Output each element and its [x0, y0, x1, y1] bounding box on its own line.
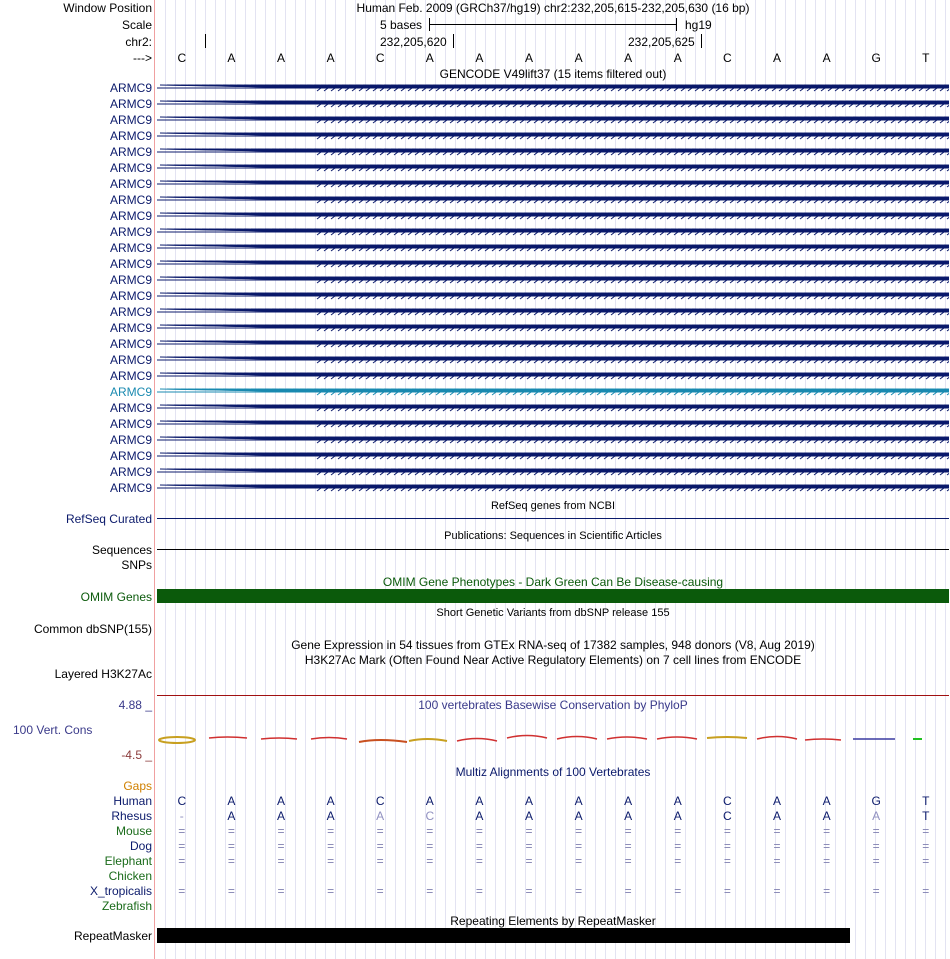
aligned-base: C [723, 794, 732, 808]
aligned-base: = [575, 839, 583, 853]
alignment-row [0, 794, 950, 808]
refseq-gene-line[interactable] [157, 518, 949, 519]
coord-left: 232,205,620 [380, 35, 447, 49]
gencode-transcript[interactable] [157, 130, 949, 142]
ref-base: A [772, 51, 782, 65]
aligned-base: = [475, 824, 483, 838]
ref-base: A [326, 51, 335, 65]
coord-tick [205, 34, 206, 48]
gencode-item-label[interactable]: ARMC9 [109, 113, 152, 127]
aligned-base: = [922, 824, 930, 838]
alignment-row [0, 899, 950, 913]
phylop-label[interactable]: 100 Vert. Cons [13, 723, 93, 737]
aligned-base: A [524, 794, 534, 808]
aligned-base: = [327, 839, 335, 853]
ref-base: A [624, 51, 633, 65]
repeatmasker-label[interactable]: RepeatMasker [73, 929, 152, 943]
dbsnp-label[interactable]: Common dbSNP(155) [33, 622, 152, 636]
aligned-base: = [773, 839, 781, 853]
aligned-base: = [575, 824, 583, 838]
gencode-item-label[interactable]: ARMC9 [109, 161, 152, 175]
gencode-transcript[interactable] [157, 386, 949, 398]
aligned-base: A [624, 809, 633, 823]
ref-base: A [673, 51, 682, 65]
aligned-base: = [475, 884, 483, 898]
gencode-transcript[interactable] [157, 114, 949, 126]
aligned-base: A [227, 794, 236, 808]
gencode-item-label[interactable]: ARMC9 [109, 465, 152, 479]
gencode-item-label[interactable]: ARMC9 [109, 97, 152, 111]
ref-base: A [524, 51, 534, 65]
ref-base: C [177, 51, 187, 65]
gencode-item-label[interactable]: ARMC9 [109, 449, 152, 463]
aligned-base: A [822, 794, 831, 808]
aligned-base: = [327, 824, 335, 838]
gencode-item-label[interactable]: ARMC9 [109, 81, 152, 95]
h3k27ac-title[interactable]: H3K27Ac Mark (Often Found Near Active Regulatory Elements) on 7 cell lines from ENCODE [304, 653, 802, 667]
gencode-transcript[interactable] [157, 466, 949, 478]
gencode-transcript[interactable] [157, 434, 949, 446]
aligned-base: = [872, 854, 880, 868]
gencode-transcript[interactable] [157, 194, 949, 206]
aligned-base: A [276, 794, 286, 808]
aligned-base: A [475, 794, 484, 808]
species-label[interactable]: X_tropicalis [89, 884, 152, 898]
aligned-base: = [525, 884, 533, 898]
gencode-item-label[interactable]: ARMC9 [109, 433, 152, 447]
alignment-row [0, 854, 950, 868]
dbsnp-title[interactable]: Short Genetic Variants from dbSNP release 155 [436, 607, 670, 619]
gencode-transcript[interactable] [157, 338, 949, 350]
aligned-base: = [922, 884, 930, 898]
aligned-base: = [525, 854, 533, 868]
aligned-base: = [227, 854, 235, 868]
aligned-base: = [823, 854, 831, 868]
aligned-base: A [524, 809, 534, 823]
aligned-base: C [177, 794, 187, 808]
species-label[interactable]: Zebrafish [101, 899, 152, 913]
aligned-base: A [673, 809, 682, 823]
species-label[interactable]: Chicken [108, 869, 152, 883]
aligned-base: = [178, 839, 186, 853]
aligned-base: = [525, 824, 533, 838]
alignment-row [0, 839, 950, 853]
aligned-base: = [922, 839, 930, 853]
aligned-base: = [674, 839, 682, 853]
aligned-base: = [823, 839, 831, 853]
phylop-max: 4.88 _ [118, 698, 152, 712]
reference-bases [0, 51, 950, 65]
omim-title[interactable]: OMIM Gene Phenotypes - Dark Green Can Be Disease-causing [382, 575, 724, 589]
alignment-row [0, 884, 950, 898]
gencode-transcript[interactable] [157, 306, 949, 318]
gencode-item-label[interactable]: ARMC9 [109, 289, 152, 303]
ref-base: A [822, 51, 831, 65]
multiz-title[interactable]: Multiz Alignments of 100 Vertebrates [455, 765, 651, 779]
gencode-item-label[interactable]: ARMC9 [109, 401, 152, 415]
gtex-title[interactable]: Gene Expression in 54 tissues from GTEx RNA-seq of 17382 samples, 948 donors (V8, Aug 2019) [291, 638, 815, 652]
coord-tick [701, 34, 702, 48]
aligned-base: A [772, 809, 782, 823]
aligned-base: A [425, 794, 434, 808]
aligned-base: = [178, 854, 186, 868]
aligned-base: = [376, 854, 384, 868]
aligned-base: = [277, 839, 285, 853]
gencode-transcript[interactable] [157, 146, 949, 158]
aligned-base: A [822, 809, 831, 823]
scale-label: Scale [121, 18, 152, 32]
aligned-base: A [475, 809, 484, 823]
phylop-title[interactable]: 100 vertebrates Basewise Conservation by PhyloP [418, 698, 688, 712]
alignment-row [0, 809, 950, 823]
strand-label: ---> [133, 51, 152, 65]
pubs-title[interactable]: Publications: Sequences in Scientific Articles [444, 530, 662, 542]
aligned-base: = [575, 854, 583, 868]
aligned-base: = [575, 884, 583, 898]
ref-base: C [723, 51, 732, 65]
ref-base: C [375, 51, 385, 65]
aligned-base: A [276, 809, 286, 823]
aligned-base: = [872, 839, 880, 853]
aligned-base: A [624, 794, 633, 808]
aligned-base: = [872, 884, 880, 898]
aligned-base: = [773, 884, 781, 898]
gencode-transcript[interactable] [157, 98, 949, 110]
ref-base: T [922, 51, 930, 65]
repeatmasker-title[interactable]: Repeating Elements by RepeatMasker [450, 914, 656, 928]
gencode-transcript[interactable] [157, 450, 949, 462]
coord-right: 232,205,625 [628, 35, 695, 49]
gencode-transcript[interactable] [157, 322, 949, 334]
chrom-label: chr2: [125, 35, 152, 49]
species-label[interactable]: Elephant [104, 854, 152, 868]
gencode-item-label[interactable]: ARMC9 [109, 225, 152, 239]
aligned-base: = [773, 824, 781, 838]
gencode-transcript[interactable] [157, 274, 949, 286]
aligned-base: = [327, 884, 335, 898]
omim-bar[interactable] [157, 589, 949, 603]
gencode-title[interactable]: GENCODE V49lift37 (15 items filtered out) [439, 67, 667, 81]
phylop-min: -4.5 _ [121, 748, 152, 762]
alignment-row [0, 824, 950, 838]
aligned-base: A [326, 794, 335, 808]
gencode-transcript[interactable] [157, 242, 949, 254]
ref-base: A [425, 51, 434, 65]
ref-base: A [475, 51, 484, 65]
pubs-line[interactable] [157, 549, 949, 550]
omim-label[interactable]: OMIM Genes [80, 590, 152, 604]
aligned-base: = [823, 884, 831, 898]
gencode-item-label[interactable]: ARMC9 [109, 209, 152, 223]
aligned-base: = [922, 854, 930, 868]
aligned-base: = [277, 824, 285, 838]
scale-db: hg19 [685, 18, 712, 32]
aligned-base: = [426, 824, 434, 838]
phylop-wiggle[interactable] [157, 728, 949, 750]
gencode-item-label[interactable]: ARMC9 [109, 145, 152, 159]
gencode-item-label[interactable]: ARMC9 [109, 273, 152, 287]
assembly-position: Human Feb. 2009 (GRCh37/hg19) chr2:232,205,615-232,205,630 (16 bp) [356, 1, 750, 15]
gencode-item-label[interactable]: ARMC9 [109, 193, 152, 207]
aligned-base: T [922, 794, 930, 808]
gencode-transcript[interactable] [157, 482, 949, 494]
aligned-base: C [375, 794, 385, 808]
aligned-base: = [178, 824, 186, 838]
aligned-base: = [773, 854, 781, 868]
pubs-label[interactable]: Sequences [91, 543, 152, 557]
aligned-base: = [426, 839, 434, 853]
aligned-base: = [227, 884, 235, 898]
aligned-base: = [376, 839, 384, 853]
ref-base: A [227, 51, 236, 65]
gencode-transcript[interactable] [157, 354, 949, 366]
gencode-transcript[interactable] [157, 418, 949, 430]
refseq-label[interactable]: RefSeq Curated [65, 512, 152, 526]
aligned-base: = [426, 854, 434, 868]
aligned-base: G [871, 794, 881, 808]
gencode-transcript[interactable] [157, 226, 949, 238]
aligned-base: = [277, 884, 285, 898]
h3k27ac-label[interactable]: Layered H3K27Ac [54, 667, 152, 681]
aligned-base: = [227, 839, 235, 853]
aligned-base: = [525, 839, 533, 853]
species-label[interactable]: Mouse [115, 824, 152, 838]
aligned-base: = [674, 884, 682, 898]
alignment-row [0, 869, 950, 883]
aligned-base: = [227, 824, 235, 838]
gaps-label[interactable]: Gaps [123, 779, 152, 793]
aligned-base: = [624, 824, 632, 838]
gencode-transcript[interactable] [157, 178, 949, 190]
gencode-item-label[interactable]: ARMC9 [109, 305, 152, 319]
repeatmasker-bar[interactable] [157, 928, 850, 943]
aligned-base: = [723, 884, 731, 898]
species-label[interactable]: Dog [129, 839, 152, 853]
gencode-item-label[interactable]: ARMC9 [109, 257, 152, 271]
refseq-title[interactable]: RefSeq genes from NCBI [490, 500, 616, 512]
aligned-base: = [475, 839, 483, 853]
aligned-base: = [723, 839, 731, 853]
ref-base: G [871, 51, 881, 65]
aligned-base: = [327, 854, 335, 868]
aligned-base: = [823, 824, 831, 838]
gencode-item-label[interactable]: ARMC9 [109, 353, 152, 367]
gencode-transcript[interactable] [157, 210, 949, 222]
gencode-transcript[interactable] [157, 402, 949, 414]
species-label[interactable]: Human [113, 794, 152, 808]
scale-bar [429, 18, 677, 31]
gencode-item-label[interactable]: ARMC9 [109, 241, 152, 255]
aligned-base: A [772, 794, 782, 808]
coord-tick [453, 34, 454, 48]
aligned-base: C [425, 809, 435, 823]
aligned-base: T [922, 809, 930, 823]
window-position-label: Window Position [63, 1, 152, 15]
aligned-base: A [574, 809, 583, 823]
gencode-transcript[interactable] [157, 82, 949, 94]
aligned-base: = [624, 854, 632, 868]
aligned-base: A [326, 809, 335, 823]
aligned-base: = [723, 854, 731, 868]
gencode-transcript[interactable] [157, 290, 949, 302]
aligned-base: = [376, 824, 384, 838]
ref-base: A [574, 51, 583, 65]
aligned-base: = [872, 824, 880, 838]
aligned-base: - [179, 809, 184, 823]
aligned-base: = [674, 854, 682, 868]
gencode-transcript[interactable] [157, 258, 949, 270]
gencode-item-label[interactable]: ARMC9 [109, 417, 152, 431]
gencode-item-label[interactable]: ARMC9 [109, 321, 152, 335]
ref-base: A [276, 51, 286, 65]
aligned-base: C [723, 809, 732, 823]
aligned-base: = [178, 884, 186, 898]
aligned-base: A [673, 794, 682, 808]
aligned-base: = [624, 884, 632, 898]
species-label[interactable]: Rhesus [111, 809, 152, 823]
aligned-base: A [872, 809, 881, 823]
aligned-base: = [624, 839, 632, 853]
gencode-item-label[interactable]: ARMC9 [109, 337, 152, 351]
aligned-base: A [227, 809, 236, 823]
gencode-transcript[interactable] [157, 370, 949, 382]
aligned-base: A [376, 809, 385, 823]
aligned-base: = [723, 824, 731, 838]
gencode-item-label[interactable]: ARMC9 [109, 385, 152, 399]
gencode-item-label[interactable]: ARMC9 [109, 129, 152, 143]
aligned-base: = [674, 824, 682, 838]
gencode-transcript[interactable] [157, 162, 949, 174]
h3k27ac-baseline [157, 695, 949, 696]
aligned-base: = [475, 854, 483, 868]
gencode-item-label[interactable]: ARMC9 [109, 177, 152, 191]
snps-label[interactable]: SNPs [121, 558, 152, 572]
aligned-base: = [426, 884, 434, 898]
gencode-item-label[interactable]: ARMC9 [109, 369, 152, 383]
aligned-base: = [277, 854, 285, 868]
aligned-base: A [574, 794, 583, 808]
aligned-base: = [376, 884, 384, 898]
gencode-item-label[interactable]: ARMC9 [109, 481, 152, 495]
scale-text: 5 bases [380, 18, 423, 32]
